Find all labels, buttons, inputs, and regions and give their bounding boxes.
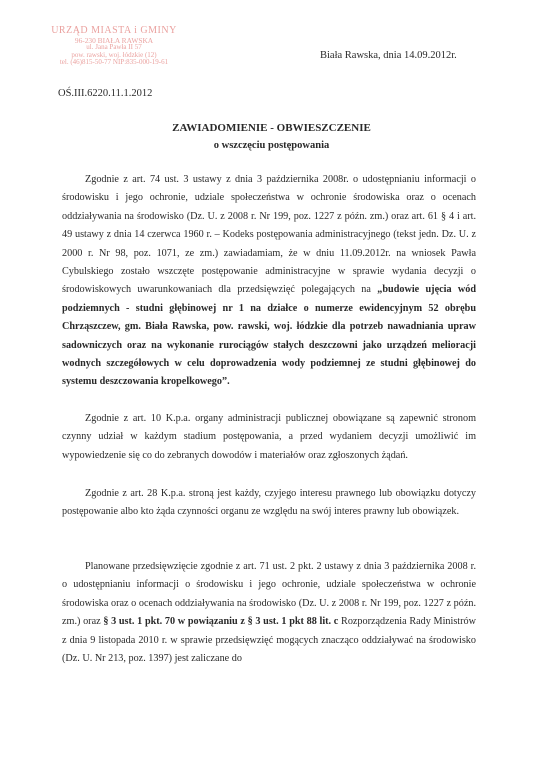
stamp-line: tel. (46)815-50-77 NIP:835-000-19-61 xyxy=(59,57,169,66)
paragraph-text: Zgodnie z art. 28 K.p.a. stroną jest każdy, czyjego interesu prawnego lub obowiązku dotyczy postępowanie albo kto żąda czynności organu ze względu na swój interes prawny lub obowiązek. xyxy=(62,488,476,518)
paragraph-text: Zgodnie z art. 74 ust. 3 ustawy z dnia 3 października 2008r. o udostępnianiu informacji o środowisku i jego ochronie, udziale społeczeństwa w ochronie środowiska oraz o ocenach oddziaływania na środowisko (Dz. U. z 2008 r. Nr 199, poz. 1227 z późn. zm.) oraz art. 61 § 4 i art. 49 ustawy z dnia 14 czerwca 1960 r. – Kodeks postępowania administracyjnego (tekst jedn. Dz. U. z 2000 r. Nr 98, poz. 1071, ze zm.) zawiadamiam, że w dniu 11.09.2012r. na wniosek Pawła Cybulskiego zostało wszczęte postępowanie administracyjne w sprawie wydania decyzji o środowiskowych uwarunkowaniach dla przedsięwzięć polegających na xyxy=(62,174,476,296)
paragraph-classification xyxy=(62,558,476,668)
paragraph-art-28 xyxy=(62,485,476,522)
office-stamp xyxy=(38,26,190,66)
project-description: „budowie ujęcia wód podziemnych - studni głębinowej nr 1 na działce o numerze ewidencyjnym 52 obrębu Chrząszczew, gm. Biała Rawska, pow. rawski, woj. łódzkie dla potrzeb nawadniania upraw sadowniczych oraz na wykonanie rurociągów stałych deszczowni jako urządzeń melioracji wodnych szczegółowych w celu doprowadzenia wody podziemnej ze studni głębinowej do systemu deszczowania kropelkowego”. xyxy=(62,284,477,388)
paragraph-text: Zgodnie z art. 10 K.p.a. organy administracji publicznej obowiązane są zapewnić stronom czynny udział w każdym stadium postępowania, a przed wydaniem decyzji umożliwić im wypowiedzenie się co do zebranych dowodów i materiałów oraz zgłoszonych żądań. xyxy=(62,413,476,461)
document-subtitle: o wszczęciu postępowania xyxy=(213,140,330,151)
document-title: ZAWIADOMIENIE - OBWIESZCZENIE xyxy=(172,122,371,134)
stamp-line: 96-230 BIAŁA RAWSKA xyxy=(74,35,154,45)
regulation-reference: § 3 ust. 1 pkt. 70 w powiązaniu z § 3 ust. 1 pkt 88 lit. c xyxy=(103,616,339,628)
stamp-line: URZĄD MIASTA i GMINY xyxy=(51,25,177,36)
stamp-line: ul. Jana Pawła II 57 xyxy=(86,43,142,52)
paragraph-legal-basis xyxy=(62,171,476,392)
stamp-line: pow. rawski, woj. łódzkie (12) xyxy=(71,50,157,59)
place-date: Biała Rawska, dnia 14.09.2012r. xyxy=(320,50,457,61)
paragraph-text: Planowane przedsięwzięcie zgodnie z art. 71 ust. 2 pkt. 2 ustawy z dnia 3 października 2008 r. o udostępnianiu informacji o środowisku i jego ochronie, udziale społeczeństwa w ochronie środowiska oraz o ocenach oddziaływania na środowisko (Dz. U. z 2008 r. Nr 199, poz. 1227 z późn. zm.) oraz xyxy=(62,561,476,628)
paragraph-text: Rozporządzenia Rady Ministrów z dnia 9 listopada 2010 r. w sprawie przedsięwzięć mogących znacząco oddziaływać na środowisko (Dz. U. Nr 213, poz. 1397) jest zaliczane do xyxy=(62,616,476,665)
reference-number: OŚ.III.6220.11.1.2012 xyxy=(58,88,153,99)
paragraph-art-10 xyxy=(62,410,476,465)
